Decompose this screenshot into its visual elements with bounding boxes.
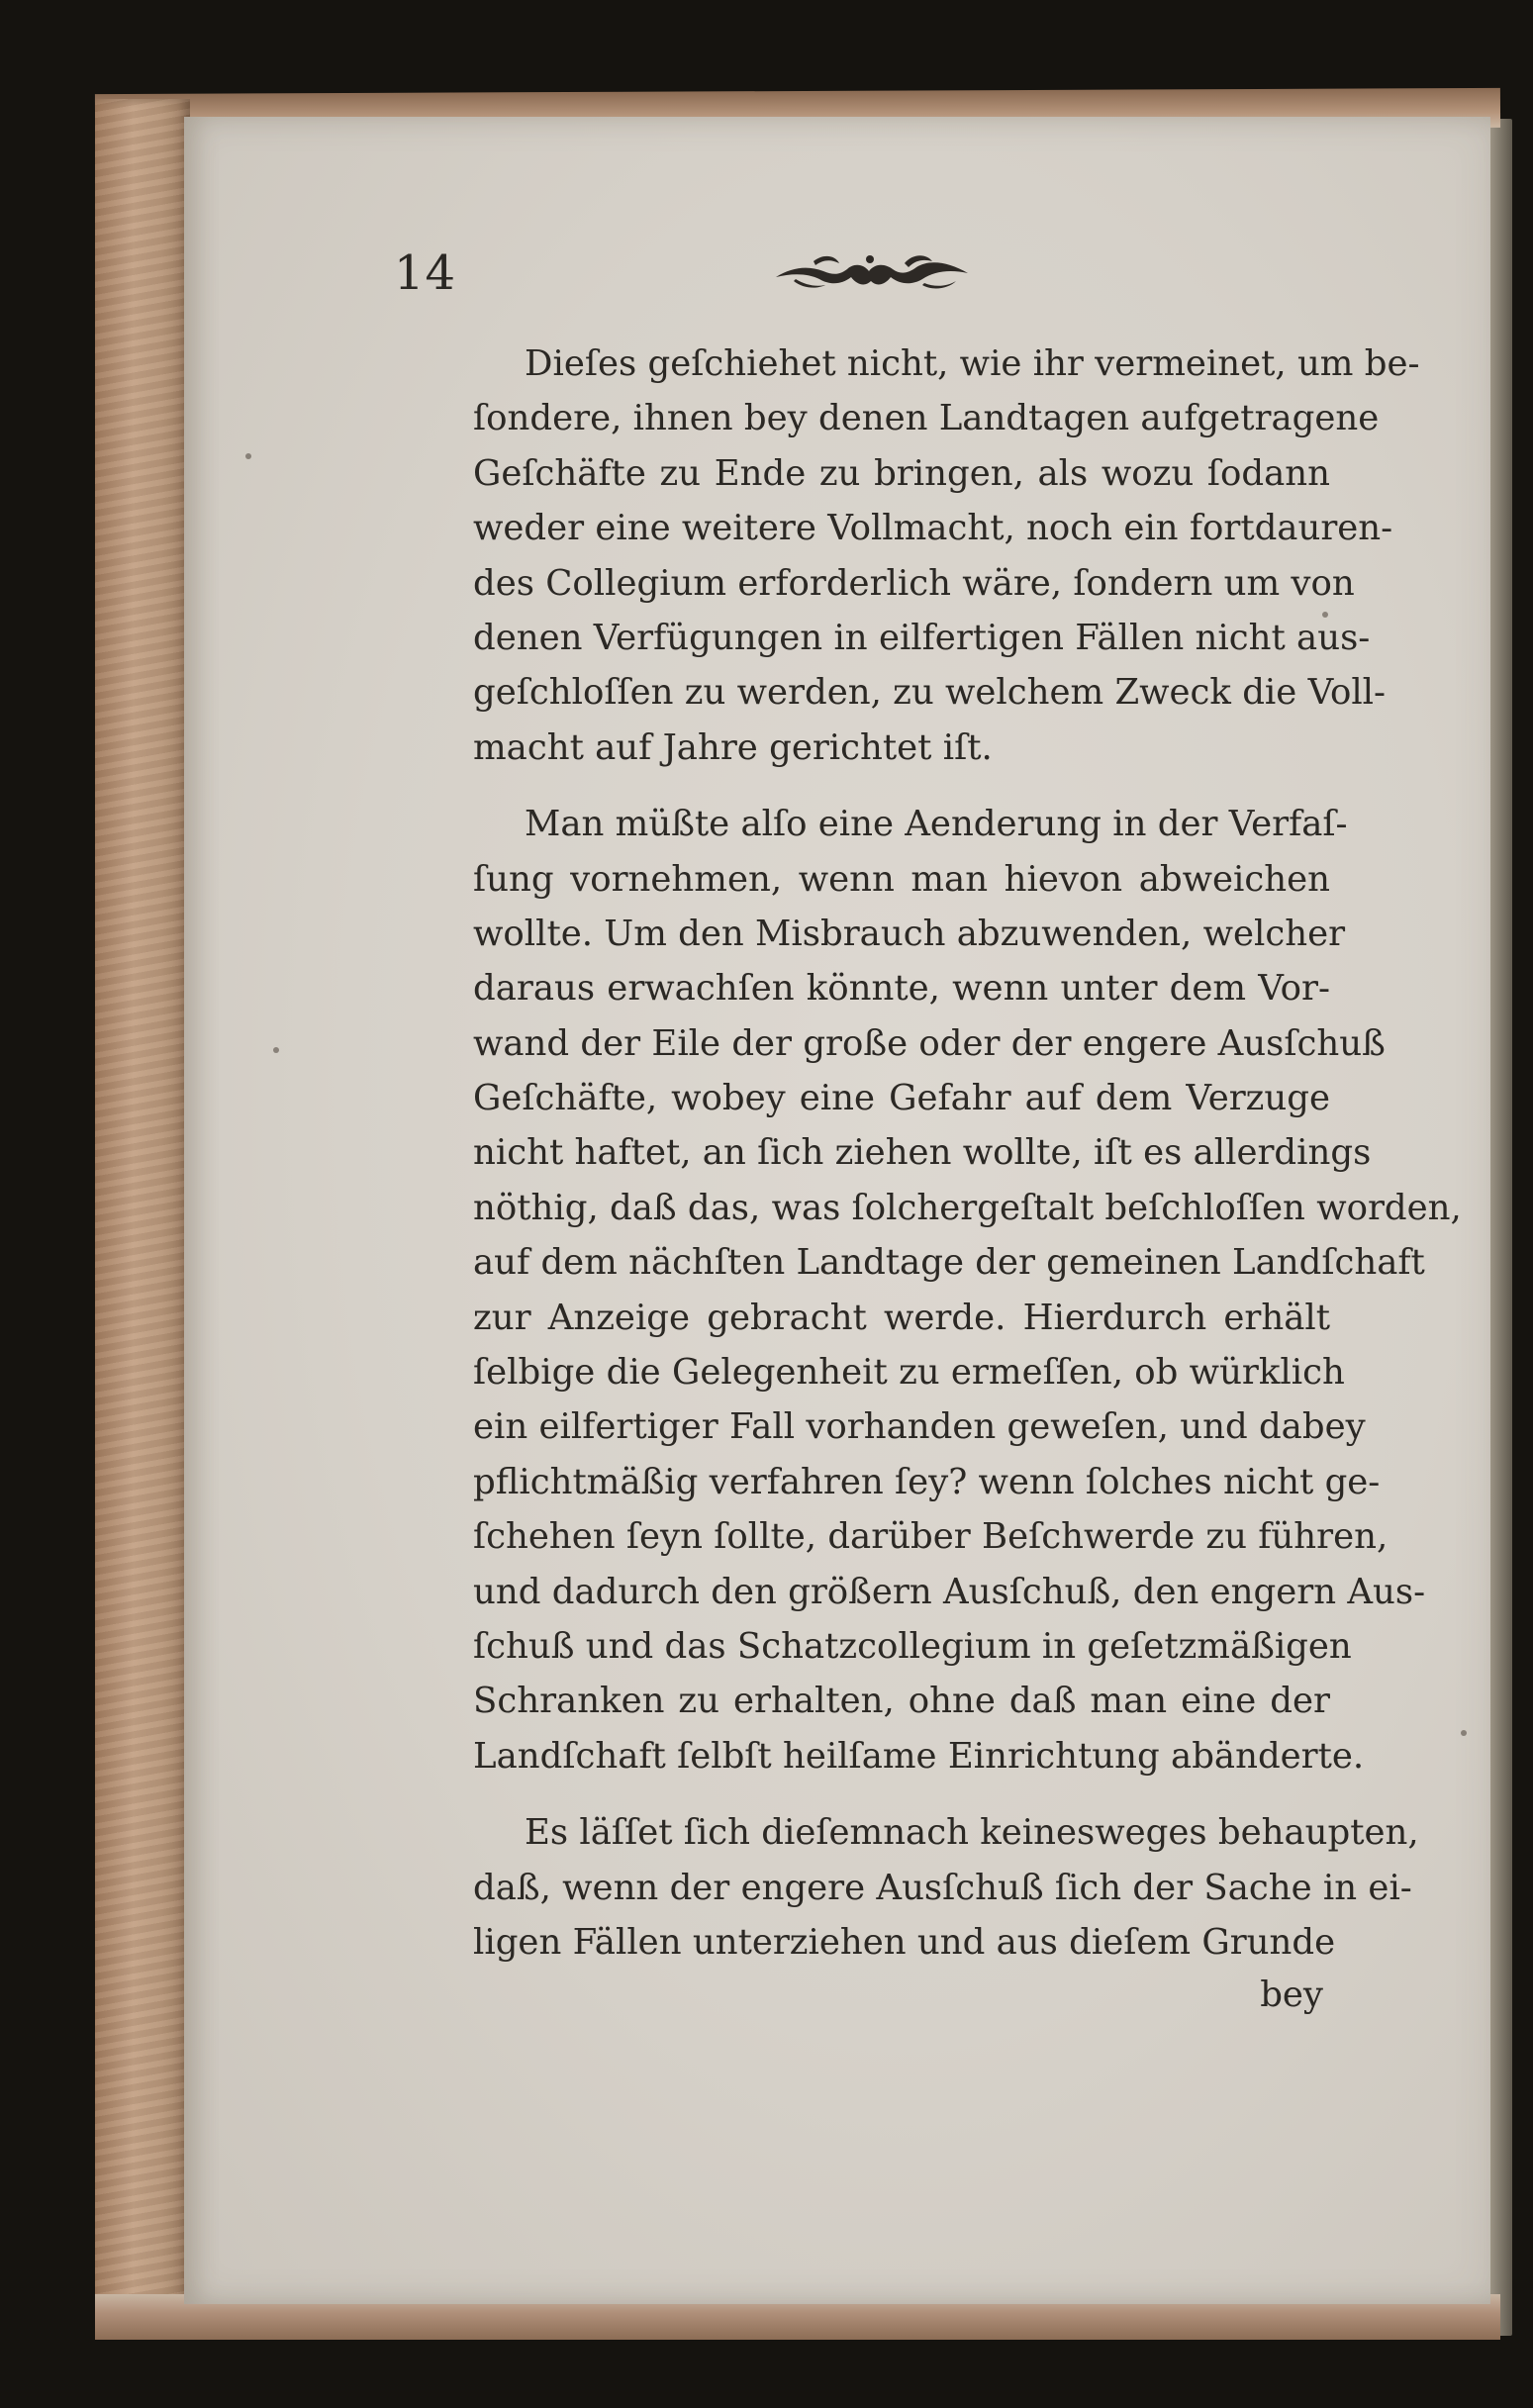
text-line: ſchuß und das Schatzcollegium in geſetzmäßigen bbox=[473, 1625, 1352, 1667]
text-line: pflichtmäßig verfahren ſey? wenn ſolches nicht ge- bbox=[473, 1461, 1381, 1502]
text-line: ein eilfertiger Fall vorhanden geweſen, und dabey bbox=[473, 1406, 1366, 1448]
text-line: Geſchäfte zu Ende zu bringen, als wozu ſodann bbox=[473, 452, 1330, 494]
text-line: ſondere, ihnen bey denen Landtagen aufgetragene bbox=[473, 398, 1380, 439]
text-line: nicht haftet, an ſich ziehen wollte, iſt es allerdings bbox=[473, 1132, 1372, 1174]
text-line: Landſchaft ſelbſt heilſame Einrichtung abänderte. bbox=[473, 1735, 1365, 1777]
text-line: ſung vornehmen, wenn man hievon abweichen bbox=[473, 858, 1330, 900]
text-line: Dieſes geſchiehet nicht, wie ihr vermeinet, um be- bbox=[525, 343, 1420, 384]
paragraph-2 bbox=[473, 797, 1462, 1783]
text-line: ſchehen ſeyn ſollte, darüber Beſchwerde zu führen, bbox=[473, 1516, 1389, 1558]
text-line: Man müßte alſo eine Aenderung in der Verfaſ- bbox=[525, 804, 1348, 845]
text-line: wollte. Um den Misbrauch abzuwenden, welcher bbox=[473, 913, 1346, 954]
text-line: wand der Eile der große oder der engere Ausſchuß bbox=[473, 1022, 1386, 1064]
text-line: ligen Fällen unterziehen und aus dieſem Grunde bbox=[473, 1921, 1336, 1963]
binding-left-strip bbox=[95, 99, 190, 2316]
text-line: Es läſſet ſich dieſemnach keinesweges behaupten, bbox=[525, 1812, 1419, 1854]
text-line: macht auf Jahre gerichtet iſt. bbox=[473, 726, 993, 768]
paper-speck bbox=[1461, 1730, 1467, 1736]
text-line: daraus erwachſen könnte, wenn unter dem Vor- bbox=[473, 968, 1330, 1010]
printers-ornament-icon bbox=[774, 241, 972, 299]
text-line: auf dem nächſten Landtage der gemeinen Landſchaft bbox=[473, 1242, 1425, 1284]
text-line: Schranken zu erhalten, ohne daß man eine der bbox=[473, 1681, 1330, 1722]
text-line: und dadurch den größern Ausſchuß, den engern Aus- bbox=[473, 1571, 1426, 1612]
page-number: 14 bbox=[394, 245, 457, 301]
paper-speck bbox=[245, 453, 251, 459]
text-line: daß, wenn der engere Ausſchuß ſich der Sache in ei- bbox=[473, 1867, 1412, 1908]
text-line: zur Anzeige gebracht werde. Hierdurch erhält bbox=[473, 1297, 1330, 1338]
text-line: nöthig, daß das, was ſolchergeſtalt beſchloſſen worden, bbox=[473, 1187, 1462, 1228]
paper-speck bbox=[273, 1047, 279, 1053]
text-line: des Collegium erforderlich wäre, ſondern um von bbox=[473, 562, 1355, 604]
text-line: geſchloſſen zu werden, zu welchem Zweck die Voll- bbox=[473, 672, 1387, 714]
text-line: weder eine weitere Vollmacht, noch ein fortdauren- bbox=[473, 508, 1393, 549]
paragraph-1 bbox=[473, 337, 1420, 775]
text-line: ſelbige die Gelegenheit zu ermeſſen, ob würklich bbox=[473, 1352, 1345, 1394]
text-line: Geſchäfte, wobey eine Gefahr auf dem Verzuge bbox=[473, 1078, 1330, 1119]
paragraph-3 bbox=[473, 1805, 1419, 1970]
text-line: denen Verfügungen in eilfertigen Fällen nicht aus- bbox=[473, 617, 1371, 658]
catchword: bey bbox=[1260, 1975, 1323, 2015]
body-text bbox=[473, 337, 1462, 1970]
